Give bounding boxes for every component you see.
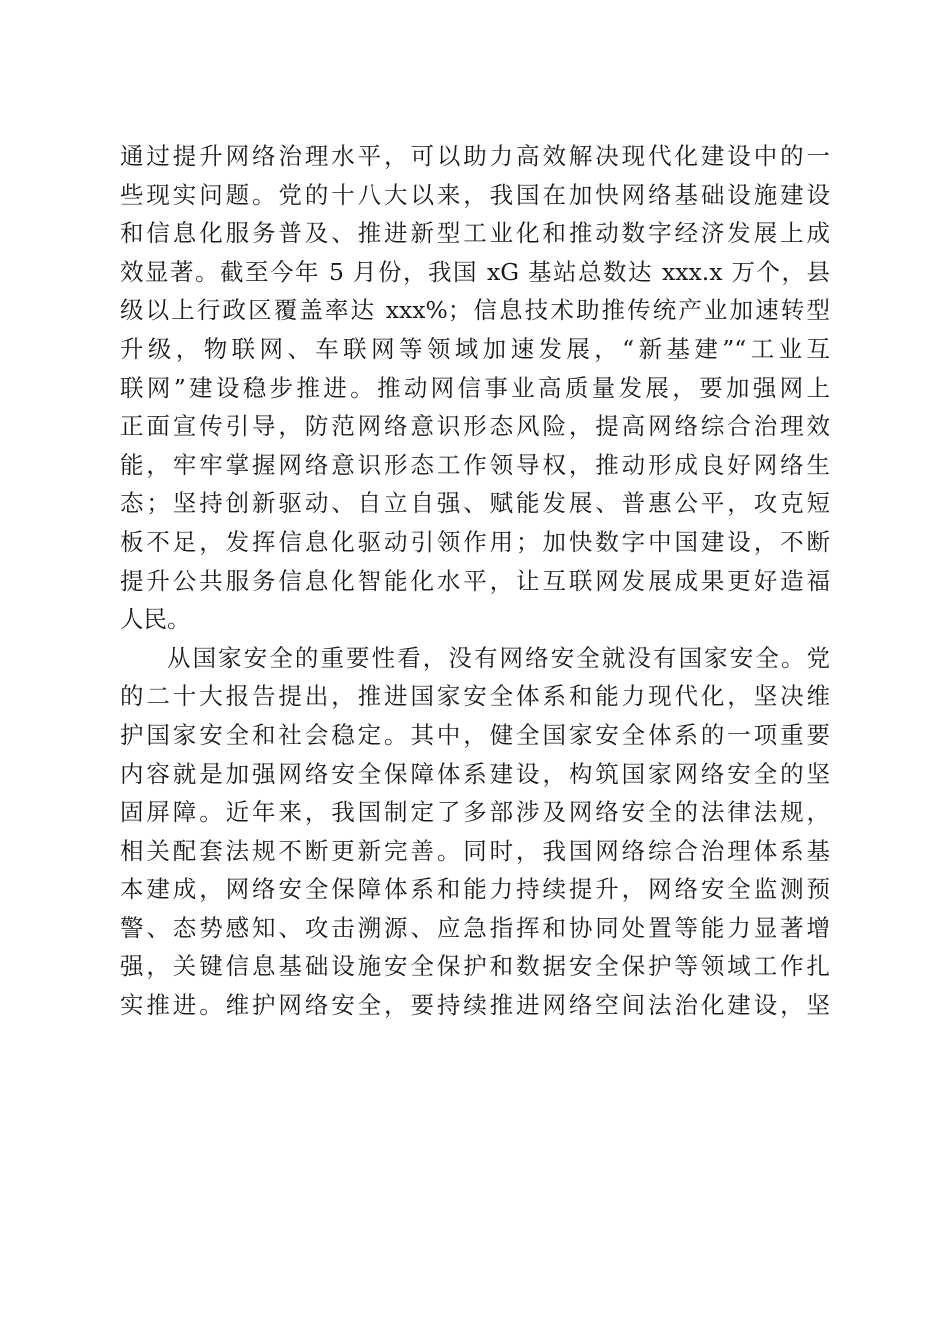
text-line: 人民。 — [120, 605, 191, 634]
text-line: 实推进。维护网络安全，要持续推进网络空间法治化建设，坚 — [120, 991, 830, 1020]
text-line: 板不足，发挥信息化驱动引领作用；加快数字中国建设，不断 — [120, 527, 830, 556]
text-line: 提升公共服务信息化智能化水平，让互联网发展成果更好造福 — [120, 566, 830, 595]
text-line: 本建成，网络安全保障体系和能力持续提升，网络安全监测预 — [120, 875, 830, 904]
text-line: 正面宣传引导，防范网络意识形态风险，提高网络综合治理效 — [120, 412, 830, 441]
paragraph-1 — [120, 137, 830, 639]
text-line: 级以上行政区覆盖率达 xxx%；信息技术助推传统产业加速转型 — [120, 296, 830, 325]
document-body — [120, 137, 830, 1025]
text-line: 内容就是加强网络安全保障体系建设，构筑国家网络安全的坚 — [120, 759, 830, 788]
text-line: 从国家安全的重要性看，没有网络安全就没有国家安全。党 — [167, 643, 830, 672]
text-line: 联网”建设稳步推进。推动网信事业高质量发展，要加强网上 — [120, 373, 830, 402]
text-line: 护国家安全和社会稳定。其中，健全国家安全体系的一项重要 — [120, 720, 830, 749]
text-line: 相关配套法规不断更新完善。同时，我国网络综合治理体系基 — [120, 836, 830, 865]
text-line: 效显著。截至今年 5 月份，我国 xG 基站总数达 xxx.x 万个，县 — [120, 257, 830, 286]
text-line: 态；坚持创新驱动、自立自强、赋能发展、普惠公平，攻克短 — [120, 489, 830, 518]
text-line: 强，关键信息基础设施安全保护和数据安全保护等领域工作扎 — [120, 952, 830, 981]
text-line: 的二十大报告提出，推进国家安全体系和能力现代化，坚决维 — [120, 682, 830, 711]
text-line: 通过提升网络治理水平，可以助力高效解决现代化建设中的一 — [120, 142, 830, 170]
text-line: 固屏障。近年来，我国制定了多部涉及网络安全的法律法规， — [120, 798, 830, 827]
text-line: 些现实问题。党的十八大以来，我国在加快网络基础设施建设 — [120, 180, 830, 209]
text-line: 升级，物联网、车联网等领域加速发展，“新基建”“工业互 — [120, 334, 830, 363]
text-line: 警、态势感知、攻击溯源、应急指挥和协同处置等能力显著增 — [120, 913, 830, 942]
paragraph-2 — [120, 639, 830, 1025]
text-line: 能，牢牢掌握网络意识形态工作领导权，推动形成良好网络生 — [120, 450, 830, 479]
text-line: 和信息化服务普及、推进新型工业化和推动数字经济发展上成 — [120, 219, 830, 248]
